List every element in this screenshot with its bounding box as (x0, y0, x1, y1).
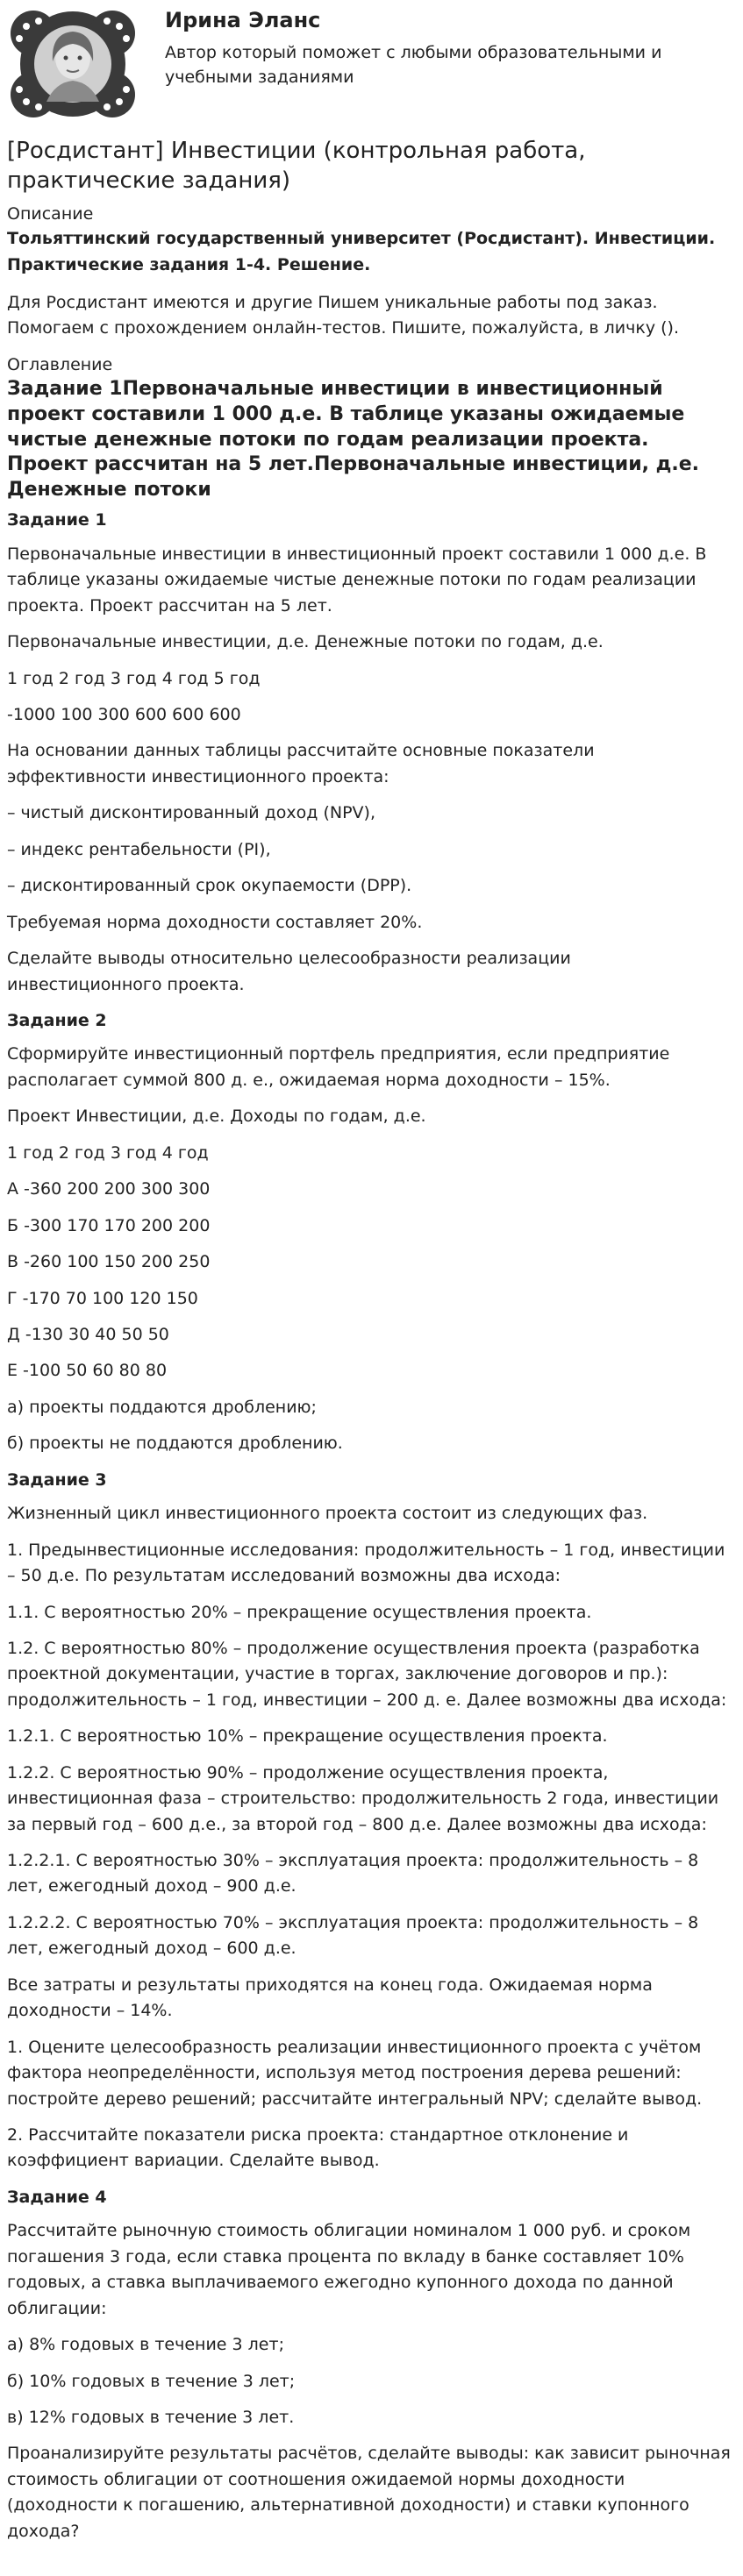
task-paragraph: в) 12% годовых в течение 3 лет. (7, 2407, 295, 2427)
task-heading: Задание 1 (7, 510, 107, 530)
task-paragraph: – чистый дисконтированный доход (NPV), (7, 803, 375, 823)
task-paragraph: Требуемая норма доходности составляет 20%. (7, 912, 423, 932)
task-paragraph: Сделайте выводы относительно целесообразности реализации инвестиционного проекта. (7, 949, 571, 994)
task-paragraph: – индекс рентабельности (PI), (7, 839, 271, 859)
author-card (7, 5, 731, 121)
task-paragraph: 1.2.2.2. С вероятностью 70% – эксплуатация проекта: продолжительность – 8 лет, ежегодный доход – 600 д.е. (7, 1912, 699, 1959)
task-paragraph: 1.2.2. С вероятностью 90% – продолжение осуществления проекта, инвестиционная фаза – строительство: продолжительность 2 года, инвестиции за первый год – 600 д.е., за второй год – 800 д.е. Далее возможны два исхода: (7, 1762, 719, 1834)
author-avatar[interactable] (7, 7, 139, 121)
task-paragraph: б) 10% годовых в течение 3 лет; (7, 2371, 296, 2391)
task-paragraph: Д -130 30 40 50 50 (7, 1324, 169, 1344)
task-heading: Задание 4 (7, 2187, 107, 2207)
task-paragraph: Б -300 170 170 200 200 (7, 1215, 211, 1235)
task-paragraph: 1.2.1. С вероятностью 10% – прекращение осуществления проекта. (7, 1726, 608, 1747)
author-name[interactable]: Ирина Эланс (165, 8, 321, 32)
task-paragraph: 2. Рассчитайте показатели риска проекта: стандартное отклонение и коэффициент вариации. Сделайте вывод. (7, 2124, 629, 2171)
task-section (7, 2185, 731, 2544)
task-paragraph: Рассчитайте рыночную стоимость облигации номиналом 1 000 руб. и сроком погашения 3 года, если ставка процента по вкладу в банке составляет 10% годовых, а ставка выплачиваемого ежегодно купонного дохода по данной облигации: (7, 2221, 691, 2318)
task-paragraph: Проанализируйте результаты расчётов, сделайте выводы: как зависит рыночная стоимость облигации от соотношения ожидаемой нормы доходности (доходности к погашению, альтернативной доходности) и ставки купонного дохода? (7, 2444, 731, 2541)
task-paragraph: – дисконтированный срок окупаемости (DPP). (7, 876, 412, 896)
page-title: [Росдистант] Инвестиции (контрольная работа, практические задания) (7, 138, 586, 194)
author-info (165, 5, 731, 89)
task-paragraph: В -260 100 150 200 250 (7, 1252, 211, 1272)
task-section (7, 1468, 731, 2174)
task-heading: Задание 2 (7, 1010, 107, 1030)
task-paragraph: 1.1. С вероятностью 20% – прекращение осуществления проекта. (7, 1602, 592, 1622)
task-paragraph: Первоначальные инвестиции, д.е. Денежные потоки по годам, д.е. (7, 632, 604, 652)
task-section (7, 508, 731, 998)
task-paragraph: 1.2. С вероятностью 80% – продолжение осуществления проекта (разработка проектной документации, участие в торгах, заключение договоров и пр.): продолжительность – 1 год, инвестиции – 200 д. е. Далее возможны два исхода: (7, 1638, 727, 1710)
task-paragraph: Все затраты и результаты приходятся на конец года. Ожидаемая норма доходности – 14%. (7, 1975, 653, 2021)
task-paragraph: -1000 100 300 600 600 600 (7, 705, 241, 724)
task-paragraph: Е -100 50 60 80 80 (7, 1361, 168, 1381)
task-paragraph: На основании данных таблицы рассчитайте основные показатели эффективности инвестиционного проекта: (7, 741, 595, 786)
task-paragraph: 1. Оцените целесообразность реализации инвестиционного проекта с учётом фактора неопределённости, используя метод построения дерева решений: постройте дерево решений; рассчитайте интегральный NPV; сделайте вывод. (7, 2037, 703, 2109)
description-bold: Тольяттинский государственный университет (Росдистант). Инвестиции. Практические задания 1-4. Решение. (7, 229, 716, 274)
task-paragraph: Г -170 70 100 120 150 (7, 1288, 198, 1308)
task-paragraph: 1.2.2.1. С вероятностью 30% – эксплуатация проекта: продолжительность – 8 лет, ежегодный доход – 900 д.е. (7, 1851, 699, 1896)
author-description: Автор который поможет с любыми образовательными и учебными заданиями (165, 43, 662, 87)
task-paragraph: 1 год 2 год 3 год 4 год (7, 1142, 209, 1163)
description-label: Описание (7, 203, 94, 224)
toc-title: Задание 1Первоначальные инвестиции в инвестиционный проект составили 1 000 д.е. В таблице указаны ожидаемые чистые денежные потоки по годам реализации проекта. Проект рассчитан на 5 лет.Первоначальные инвестиции, д.е. Денежные потоки (7, 378, 700, 501)
task-paragraph: 1. Предынвестиционные исследования: продолжительность – 1 год, инвестиции – 50 д.е. По результатам исследований возможны два исхода: (7, 1540, 725, 1586)
description-text: Для Росдистант имеются и другие Пишем уникальные работы под заказ. Помогаем с прохождением онлайн-тестов. Пишите, пожалуйста, в личку (). (7, 292, 679, 338)
tasks-container (7, 508, 731, 2544)
task-heading: Задание 3 (7, 1469, 107, 1490)
task-section (7, 1008, 731, 1457)
task-paragraph: Жизненный цикл инвестиционного проекта состоит из следующих фаз. (7, 1504, 648, 1524)
task-paragraph: а) 8% годовых в течение 3 лет; (7, 2335, 284, 2355)
toc-label: Оглавление (7, 354, 113, 374)
task-paragraph: Сформируйте инвестиционный портфель предприятия, если предприятие располагает суммой 800 д. е., ожидаемая норма доходности – 15%. (7, 1044, 670, 1090)
task-paragraph: А -360 200 200 300 300 (7, 1179, 211, 1199)
task-paragraph: Первоначальные инвестиции в инвестиционный проект составили 1 000 д.е. В таблице указаны ожидаемые чистые денежные потоки по годам реализации проекта. Проект рассчитан на 5 лет. (7, 544, 707, 616)
task-paragraph: 1 год 2 год 3 год 4 год 5 год (7, 668, 261, 688)
task-paragraph: б) проекты не поддаются дроблению. (7, 1434, 343, 1454)
task-paragraph: а) проекты поддаются дроблению; (7, 1397, 317, 1417)
task-paragraph: Проект Инвестиции, д.е. Доходы по годам, д.е. (7, 1107, 426, 1127)
